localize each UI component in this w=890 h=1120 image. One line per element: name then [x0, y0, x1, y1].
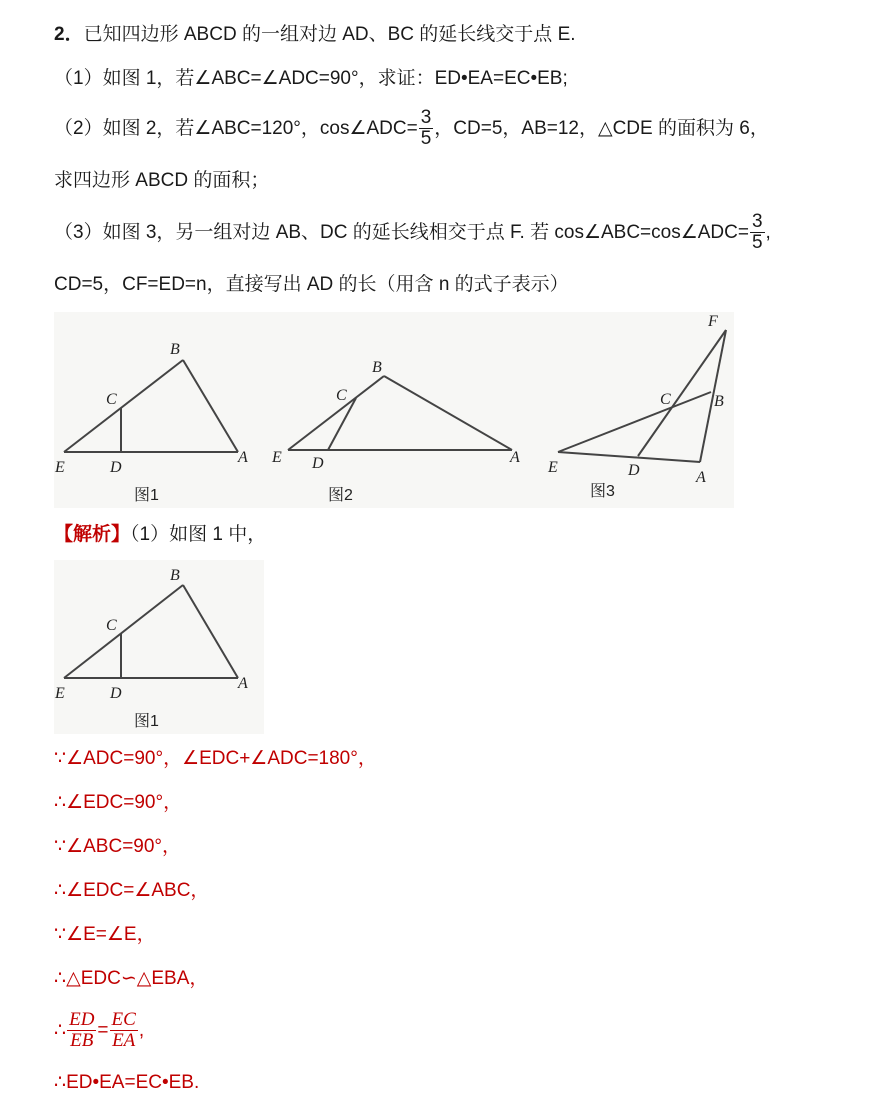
sol-fig-label-a: A — [238, 675, 248, 692]
fig2-segment-ba — [384, 376, 512, 450]
solution-step-4: ∴∠EDC=∠ABC， — [54, 880, 210, 901]
fig3-label-a: A — [696, 469, 706, 486]
problem-line-0: 2．已知四边形 ABCD 的一组对边 AD、BC 的延长线交于点 E. — [54, 24, 576, 45]
solution-step-3: ∵∠ABC=90°， — [54, 836, 182, 857]
fig2-segment-dc — [328, 398, 356, 450]
sol-fig-caption: 图1 — [134, 713, 159, 730]
sol-fig-label-e: E — [55, 685, 65, 702]
solution-step-2: ∴∠EDC=90°， — [54, 792, 183, 813]
fig3-label-b: B — [714, 393, 724, 410]
fig1-caption: 图1 — [134, 487, 159, 504]
fig1-label-e: E — [55, 459, 65, 476]
problem-stem: 已知四边形 ABCD 的一组对边 AD、BC 的延长线交于点 E. — [83, 24, 576, 45]
solution-step-5: ∵∠E=∠E， — [54, 924, 156, 945]
fig1-segment-ba — [183, 360, 238, 452]
problem-part-2-cont: 求四边形 ABCD 的面积； — [54, 170, 270, 191]
problem-part-1: （1）如图 1，若∠ABC=∠ADC=90°，求证：ED•EA=EC•EB; — [54, 68, 568, 89]
fraction-3-5-b: $\frac{3}{5}$ — [751, 211, 763, 254]
problem-number: 2 — [54, 24, 65, 45]
fig2-caption: 图2 — [328, 487, 353, 504]
solution-header — [54, 522, 266, 548]
sol-fig-label-b: B — [170, 567, 180, 584]
figure-2 — [288, 376, 512, 450]
solution-figure-1 — [64, 585, 238, 678]
fig3-label-c: C — [660, 391, 671, 408]
fig1-label-c: C — [106, 391, 117, 408]
figure-3 — [558, 330, 726, 462]
fig3-caption: 图3 — [590, 483, 615, 500]
fig2-label-d: D — [312, 455, 324, 472]
solution-step-7: ∴ $\frac{ED}{EB}$ = $\frac{EC}{EA}$ , — [54, 1009, 145, 1052]
fraction-ed-eb: $\frac{ED}{EB}$ — [69, 1009, 95, 1052]
fig1-label-a: A — [238, 449, 248, 466]
solution-step-6: ∴△EDC∽△EBA， — [54, 968, 209, 989]
fig2-label-e: E — [272, 449, 282, 466]
fig3-label-d: D — [628, 462, 640, 479]
solution-tag: 【解析】 — [54, 524, 131, 545]
fig1-label-b: B — [170, 341, 180, 358]
sol-fig-label-d: D — [110, 685, 122, 702]
fig2-label-c: C — [336, 387, 347, 404]
figures-svg — [54, 312, 734, 508]
problem-part-3: （3）如图 3，另一组对边 AB、DC 的延长线相交于点 F. 若 cos∠ABC=cos∠ADC= $\frac{3}{5}$ , — [54, 211, 771, 254]
fraction-3-5: $\frac{3}{5}$ — [420, 107, 432, 150]
sol-fig-label-c: C — [106, 617, 117, 634]
solution-intro: （1）如图 1 中， — [130, 524, 267, 545]
solution-figure-svg — [54, 560, 264, 734]
sol-fig-segment-ba — [183, 585, 238, 678]
fig3-label-e: E — [548, 459, 558, 476]
fig2-label-a: A — [510, 449, 520, 466]
solution-figure-box — [54, 560, 264, 734]
figures-strip — [54, 312, 734, 508]
fig3-segment-eb — [558, 392, 711, 452]
solution-step-8: ∴ED•EA=EC•EB. — [54, 1072, 200, 1093]
fig3-segment-ea — [558, 452, 700, 462]
fig1-segment-eb — [64, 360, 183, 452]
problem-part-2: （2）如图 2，若∠ABC=120°，cos∠ADC= $\frac{3}{5}$ ，CD=5，AB=12，△CDE 的面积为 6， — [54, 107, 769, 150]
fig1-label-d: D — [110, 459, 122, 476]
fraction-ec-ea: $\frac{EC}{EA}$ — [111, 1009, 136, 1052]
sol-fig-segment-eb — [64, 585, 183, 678]
problem-part-3-cont: CD=5，CF=ED=n，直接写出 AD 的长（用含 n 的式子表示） — [54, 274, 569, 295]
fig2-label-b: B — [372, 359, 382, 376]
fig3-label-f: F — [708, 313, 718, 330]
solution-step-1: ∵∠ADC=90°，∠EDC+∠ADC=180°， — [54, 748, 377, 769]
figure-1 — [64, 360, 238, 452]
